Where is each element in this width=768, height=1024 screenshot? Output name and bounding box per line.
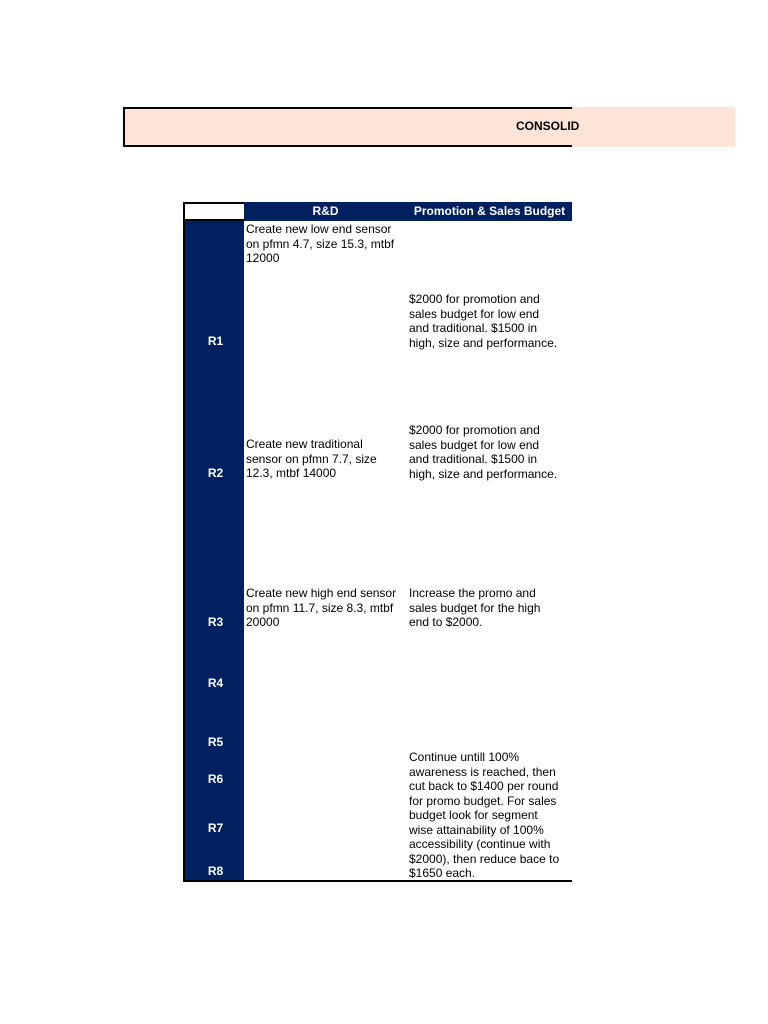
- round-label-column: [183, 221, 244, 882]
- row-label-r6: R6: [207, 772, 224, 786]
- row-label-r3: R3: [207, 615, 224, 629]
- cell-r1-rd: Create new low end sensor on pfmn 4.7, size 15.3, mtbf 12000: [246, 222, 395, 265]
- cell-r1-promo: $2000 for promotion and sales budget for low end and traditional. $1500 in high, size and performance.: [409, 292, 558, 350]
- cell-r3-rd: Create new high end sensor on pfmn 11.7, size 8.3, mtbf 20000: [246, 586, 397, 629]
- row-label-r5: R5: [207, 735, 224, 749]
- strategy-table: [183, 202, 572, 882]
- header-rd: R&D: [244, 202, 407, 221]
- cell-r3-promo: Increase the promo and sales budget for the high end to $2000.: [409, 586, 541, 629]
- cell-r6-promo: Continue untill 100% awareness is reached, then cut back to $1400 per round for promo budget. For sales budget look for segment wise attainability of 100% accessibility (continue with $2000), then reduce bace to $1650 each.: [409, 750, 560, 880]
- row-label-r7: R7: [207, 821, 224, 835]
- cell-r2-promo: $2000 for promotion and sales budget for low end and traditional. $1500 in high, size and performance.: [409, 423, 558, 481]
- row-label-r2: R2: [207, 466, 224, 480]
- corner-cell: [183, 202, 244, 221]
- row-label-r1: R1: [207, 334, 224, 348]
- banner-title: CONSOLID: [516, 119, 580, 133]
- row-label-r8: R8: [207, 864, 224, 878]
- table-bottom-border: [244, 880, 572, 882]
- cell-r2-rd: Create new traditional sensor on pfmn 7.7, size 12.3, mtbf 14000: [246, 437, 377, 480]
- row-label-r4: R4: [207, 676, 224, 690]
- header-promotion-sales-budget: Promotion & Sales Budget: [407, 202, 572, 221]
